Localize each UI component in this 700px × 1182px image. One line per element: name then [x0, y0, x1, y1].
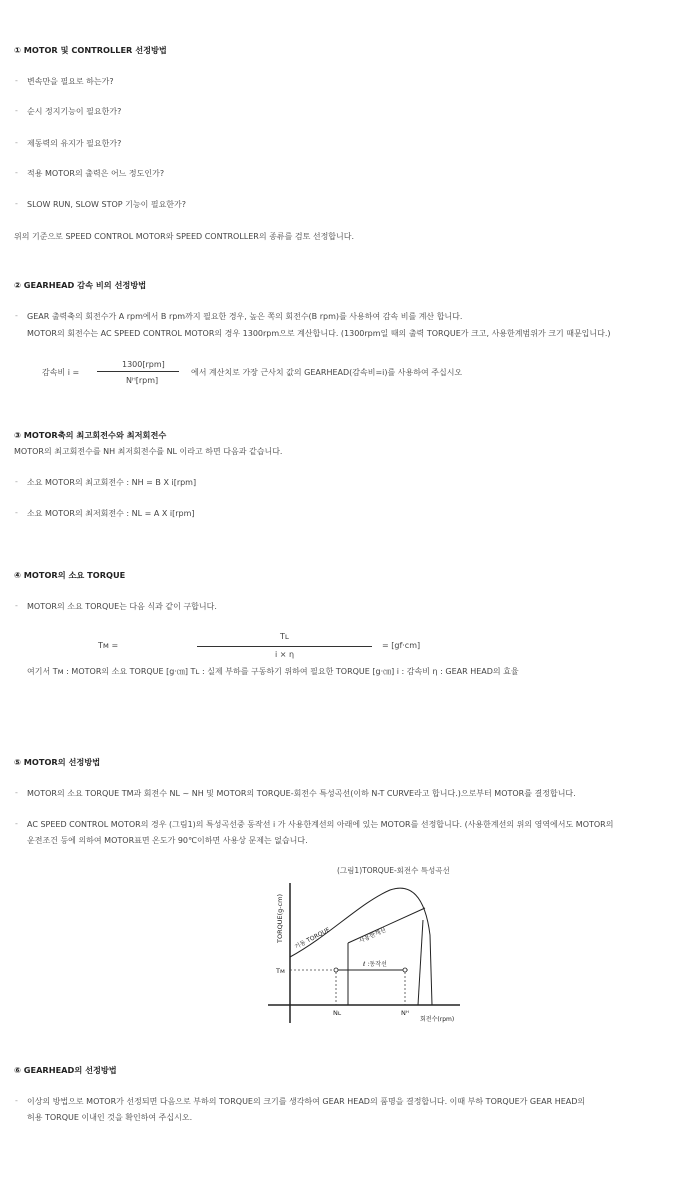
- s3-item-1: 소요 MOTOR의 최고회전수 : NH = B X i[rpm]: [27, 478, 197, 487]
- tm-label: Tᴍ: [276, 967, 285, 975]
- s5-item-2b: 운전조건 등에 의하여 MOTOR표면 온도가 90℃이하면 사용상 문제는 없습니다.: [27, 836, 308, 845]
- bullet-dash: -: [15, 311, 18, 320]
- s1-item-3: 제동력의 유지가 필요한가?: [27, 139, 122, 148]
- nh-label: Nᴴ: [401, 1009, 409, 1017]
- s4-lhs: Tᴍ =: [98, 641, 119, 650]
- s1-item-4: 적용 MOTOR의 출력은 어느 정도인가?: [27, 169, 165, 178]
- bullet-dash: -: [15, 819, 18, 828]
- s3-item-2: 소요 MOTOR의 최저회전수 : NL = A X i[rpm]: [27, 509, 195, 518]
- bullet-dash: -: [15, 508, 18, 517]
- bullet-dash: -: [15, 1096, 18, 1105]
- fraction-bar: [97, 371, 179, 372]
- s1-item-5: SLOW RUN, SLOW STOP 기능이 필요한가?: [27, 200, 186, 209]
- s2-formula-denominator: Nᴴ[rpm]: [126, 376, 159, 385]
- fraction-bar: [197, 646, 372, 647]
- s4-note: 여기서 Tᴍ : MOTOR의 소요 TORQUE [g·㎝] Tʟ : 실제 부하를 구동하기 위하여 필요한 TORQUE [g·㎝] i : 감속비 η : GEAR HEAD의 효율: [27, 667, 519, 676]
- x-axis-label: 회전수(rpm): [420, 1016, 455, 1023]
- bullet-dash: -: [15, 168, 18, 177]
- nl-label: Nʟ: [333, 1009, 342, 1017]
- s2-formula-note: 에서 계산치로 가장 근사치 값의 GEARHEAD(감속비=i)를 사용하여 주십시오: [191, 368, 463, 377]
- section-2-title: ② GEARHEAD 감속 비의 선정방법: [14, 280, 147, 290]
- s2-formula-numerator: 1300[rpm]: [122, 360, 165, 369]
- curve2-label: 사용한계선: [357, 926, 388, 945]
- bullet-dash: -: [15, 138, 18, 147]
- bullet-dash: -: [15, 477, 18, 486]
- s1-note: 위의 기준으로 SPEED CONTROL MOTOR와 SPEED CONTROLLER의 종류를 검토 선정합니다.: [14, 232, 355, 241]
- section-1-title: ① MOTOR 및 CONTROLLER 선정방법: [14, 45, 167, 55]
- s5-item-2a: AC SPEED CONTROL MOTOR의 경우 (그림1)의 특성곡선중 동작선 i 가 사용한계선의 아래에 있는 MOTOR를 선정합니다. (사용한계선의 위의 영역에서도 MOTOR의: [27, 820, 614, 829]
- s4-rhs: = [gf·cm]: [382, 641, 421, 650]
- s4-numerator: Tʟ: [280, 632, 289, 641]
- s2-line-1: GEAR 출력축의 회전수가 A rpm에서 B rpm까지 필요한 경우, 높은 쪽의 회전수(B rpm)를 사용하여 감속 비를 계산 합니다.: [27, 312, 463, 321]
- bullet-dash: -: [15, 76, 18, 85]
- y-axis-label: TORQUE(g-cm): [276, 893, 284, 943]
- section-4-title: ④ MOTOR의 소요 TORQUE: [14, 570, 126, 580]
- bullet-dash: -: [15, 788, 18, 797]
- figure-caption: (그림1)TORQUE-회전수 특성곡선: [337, 866, 450, 875]
- s4-denominator: i × η: [275, 650, 295, 659]
- s4-item: MOTOR의 소요 TORQUE는 다음 식과 같이 구합니다.: [27, 602, 217, 611]
- section-6-title: ⑥ GEARHEAD의 선정방법: [14, 1065, 117, 1075]
- curve1-label: 기동 TORQUE: [293, 926, 332, 951]
- s3-intro: MOTOR의 최고회전수를 NH 최저회전수를 NL 이라고 하면 다음과 같습니다.: [14, 447, 283, 456]
- bullet-dash: -: [15, 106, 18, 115]
- s6-line-1: 이상의 방법으로 MOTOR가 선정되면 다음으로 부하의 TORQUE의 크기를 생각하여 GEAR HEAD의 품명을 결정합니다. 이때 부하 TORQUE가 GEAR HEAD의: [27, 1097, 586, 1106]
- s2-formula-label: 감속비 i =: [42, 368, 80, 377]
- bullet-dash: -: [15, 601, 18, 610]
- operating-line-label: ℓ :동작선: [363, 961, 387, 968]
- nt-curve-figure: [260, 875, 470, 1035]
- operating-point-low: [334, 968, 338, 972]
- starting-torque-curve: [290, 888, 432, 1005]
- s1-item-2: 순시 정지기능이 필요한가?: [27, 107, 122, 116]
- s6-line-2: 허용 TORQUE 이내인 것을 확인하여 주십시오.: [27, 1113, 193, 1122]
- operating-point-high: [403, 968, 407, 972]
- s2-line-2: MOTOR의 회전수는 AC SPEED CONTROL MOTOR의 경우 1300rpm으로 계산합니다. (1300rpm일 때의 출력 TORQUE가 크고, 사용한계범위가 크기 때문입니다.): [27, 329, 611, 338]
- section-3-title: ③ MOTOR축의 최고회전수와 최저회전수: [14, 430, 167, 440]
- limit-line-right: [418, 920, 423, 1005]
- s1-item-1: 변속만을 필요로 하는가?: [27, 77, 114, 86]
- bullet-dash: -: [15, 199, 18, 208]
- s5-item-1: MOTOR의 소요 TORQUE TM과 회전수 NL ~ NH 및 MOTOR의 TORQUE-회전수 특성곡선(이하 N-T CURVE라고 합니다.)으로부터 MOTOR를 결정합니다.: [27, 789, 576, 798]
- section-5-title: ⑤ MOTOR의 선정방법: [14, 757, 101, 767]
